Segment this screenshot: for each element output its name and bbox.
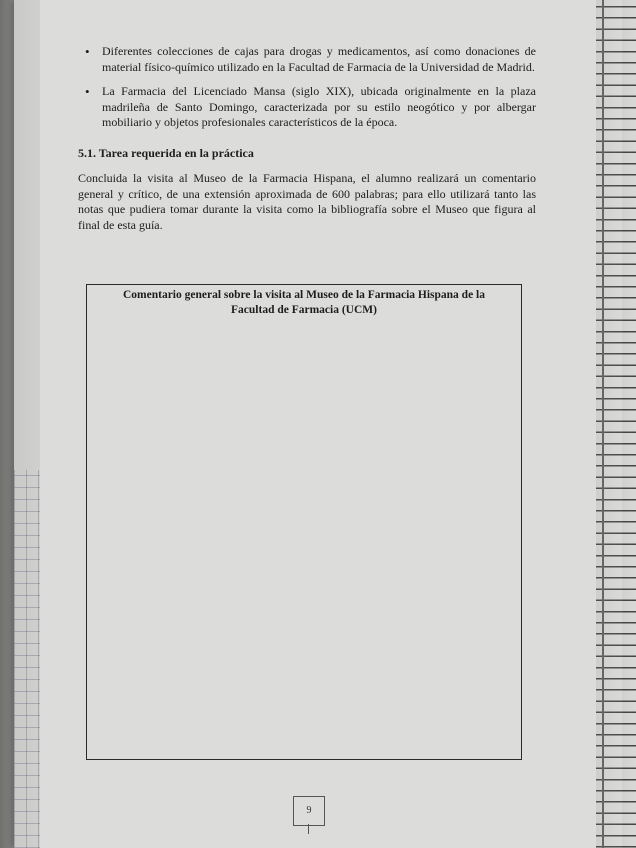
document-page [40, 0, 596, 848]
section-heading: 5.1. Tarea requerida en la práctica [78, 145, 254, 160]
list-item: • La Farmacia del Licenciado Mansa (siglo XIX), ubicada originalmente en la plaza madrileña de Santo Domingo, caracterizada por su estilo neogótico y por albergar mobiliario y objetos profesionales característicos de la época. [102, 84, 536, 131]
comment-box-title: Comentario general sobre la visita al Museo de la Farmacia Hispana de la Facultad de Farmacia (UCM) [122, 289, 485, 316]
spiral-binding [596, 0, 636, 848]
comment-box [86, 284, 522, 760]
bullet-list [78, 44, 536, 131]
page-number-tick [308, 824, 309, 834]
page-number: 9 [293, 796, 325, 826]
section-paragraph: Concluida la visita al Museo de la Farmacia Hispana, el alumno realizará un comentario general y crítico, de una extensión aproximada de 600 palabras; para ello utilizará tanto las notas que pudiera tomar durante la visita como la bibliografía sobre el Museo que figura al final de esta guía. [78, 171, 536, 232]
document-body [78, 44, 536, 233]
list-item: • Diferentes colecciones de cajas para drogas y medicamentos, así como donaciones de material físico-químico utilizado en la Facultad de Farmacia de la Universidad de Madrid. [102, 44, 536, 75]
